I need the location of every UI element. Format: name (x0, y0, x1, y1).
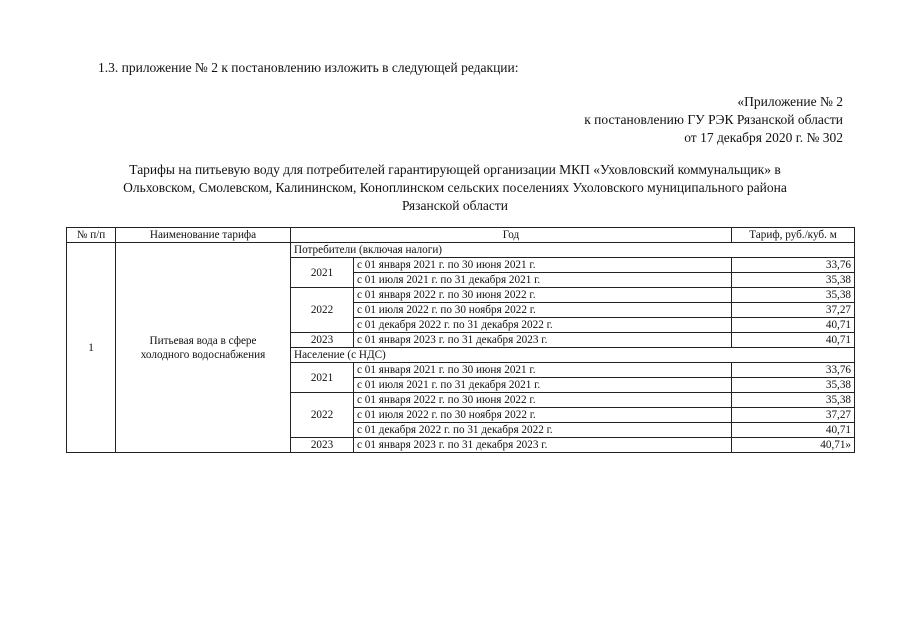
document-title (60, 161, 850, 215)
tariff-name (116, 243, 291, 453)
group-label: Население (с НДС) (291, 348, 855, 363)
header-num: № п/п (67, 228, 116, 243)
tariff-value: 35,38 (732, 393, 855, 408)
year-cell: 2022 (291, 288, 354, 333)
period-cell: с 01 декабря 2022 г. по 31 декабря 2022 г. (354, 423, 732, 438)
period-cell: с 01 января 2021 г. по 30 июня 2021 г. (354, 258, 732, 273)
appendix-line-3: от 17 декабря 2020 г. № 302 (684, 130, 843, 145)
title-line-1: Тарифы на питьевую воду для потребителей гарантирующей организации МКП «Уховловский коммунальщик» в (129, 162, 781, 177)
appendix-line-2: к постановлению ГУ РЭК Рязанской области (584, 112, 843, 127)
year-cell: 2023 (291, 333, 354, 348)
tariff-value: 40,71 (732, 333, 855, 348)
tariff-value: 37,27 (732, 303, 855, 318)
intro-text: 1.3. приложение № 2 к постановлению изложить в следующей редакции: (98, 60, 519, 75)
period-cell: с 01 июля 2021 г. по 31 декабря 2021 г. (354, 378, 732, 393)
tariff-name-line-2: холодного водоснабжения (140, 348, 266, 361)
header-name: Наименование тарифа (116, 228, 291, 243)
group-label-row (67, 243, 855, 258)
tariff-value: 40,71 (732, 423, 855, 438)
year-cell: 2021 (291, 363, 354, 393)
tariff-value: 35,38 (732, 378, 855, 393)
period-cell: с 01 января 2023 г. по 31 декабря 2023 г. (354, 438, 732, 453)
year-cell: 2021 (291, 258, 354, 288)
tariff-value: 40,71» (732, 438, 855, 453)
period-cell: с 01 июля 2022 г. по 30 ноября 2022 г. (354, 303, 732, 318)
period-cell: с 01 января 2023 г. по 31 декабря 2023 г. (354, 333, 732, 348)
title-line-2: Ольховском, Смолевском, Калининском, Коноплинском сельских поселениях Ухоловского муниципального района (123, 180, 787, 195)
period-cell: с 01 января 2021 г. по 30 июня 2021 г. (354, 363, 732, 378)
tariff-name-line-1: Питьевая вода в сфере (149, 334, 257, 347)
period-cell: с 01 декабря 2022 г. по 31 декабря 2022 г. (354, 318, 732, 333)
tariff-value: 35,38 (732, 273, 855, 288)
header-tariff: Тариф, руб./куб. м (732, 228, 855, 243)
year-cell: 2023 (291, 438, 354, 453)
tariff-value: 35,38 (732, 288, 855, 303)
appendix-line-1: «Приложение № 2 (737, 94, 843, 109)
header-year: Год (291, 228, 732, 243)
tariff-table (66, 227, 855, 453)
tariff-value: 33,76 (732, 363, 855, 378)
period-cell: с 01 июля 2021 г. по 31 декабря 2021 г. (354, 273, 732, 288)
tariff-value: 40,71 (732, 318, 855, 333)
table-header-row (67, 228, 855, 243)
period-cell: с 01 января 2022 г. по 30 июня 2022 г. (354, 393, 732, 408)
tariff-value: 33,76 (732, 258, 855, 273)
period-cell: с 01 июля 2022 г. по 30 ноября 2022 г. (354, 408, 732, 423)
title-line-3: Рязанской области (401, 198, 509, 213)
year-cell: 2022 (291, 393, 354, 438)
tariff-value: 37,27 (732, 408, 855, 423)
appendix-header (584, 93, 843, 147)
row-number: 1 (67, 243, 116, 453)
period-cell: с 01 января 2022 г. по 30 июня 2022 г. (354, 288, 732, 303)
group-label: Потребители (включая налоги) (291, 243, 855, 258)
